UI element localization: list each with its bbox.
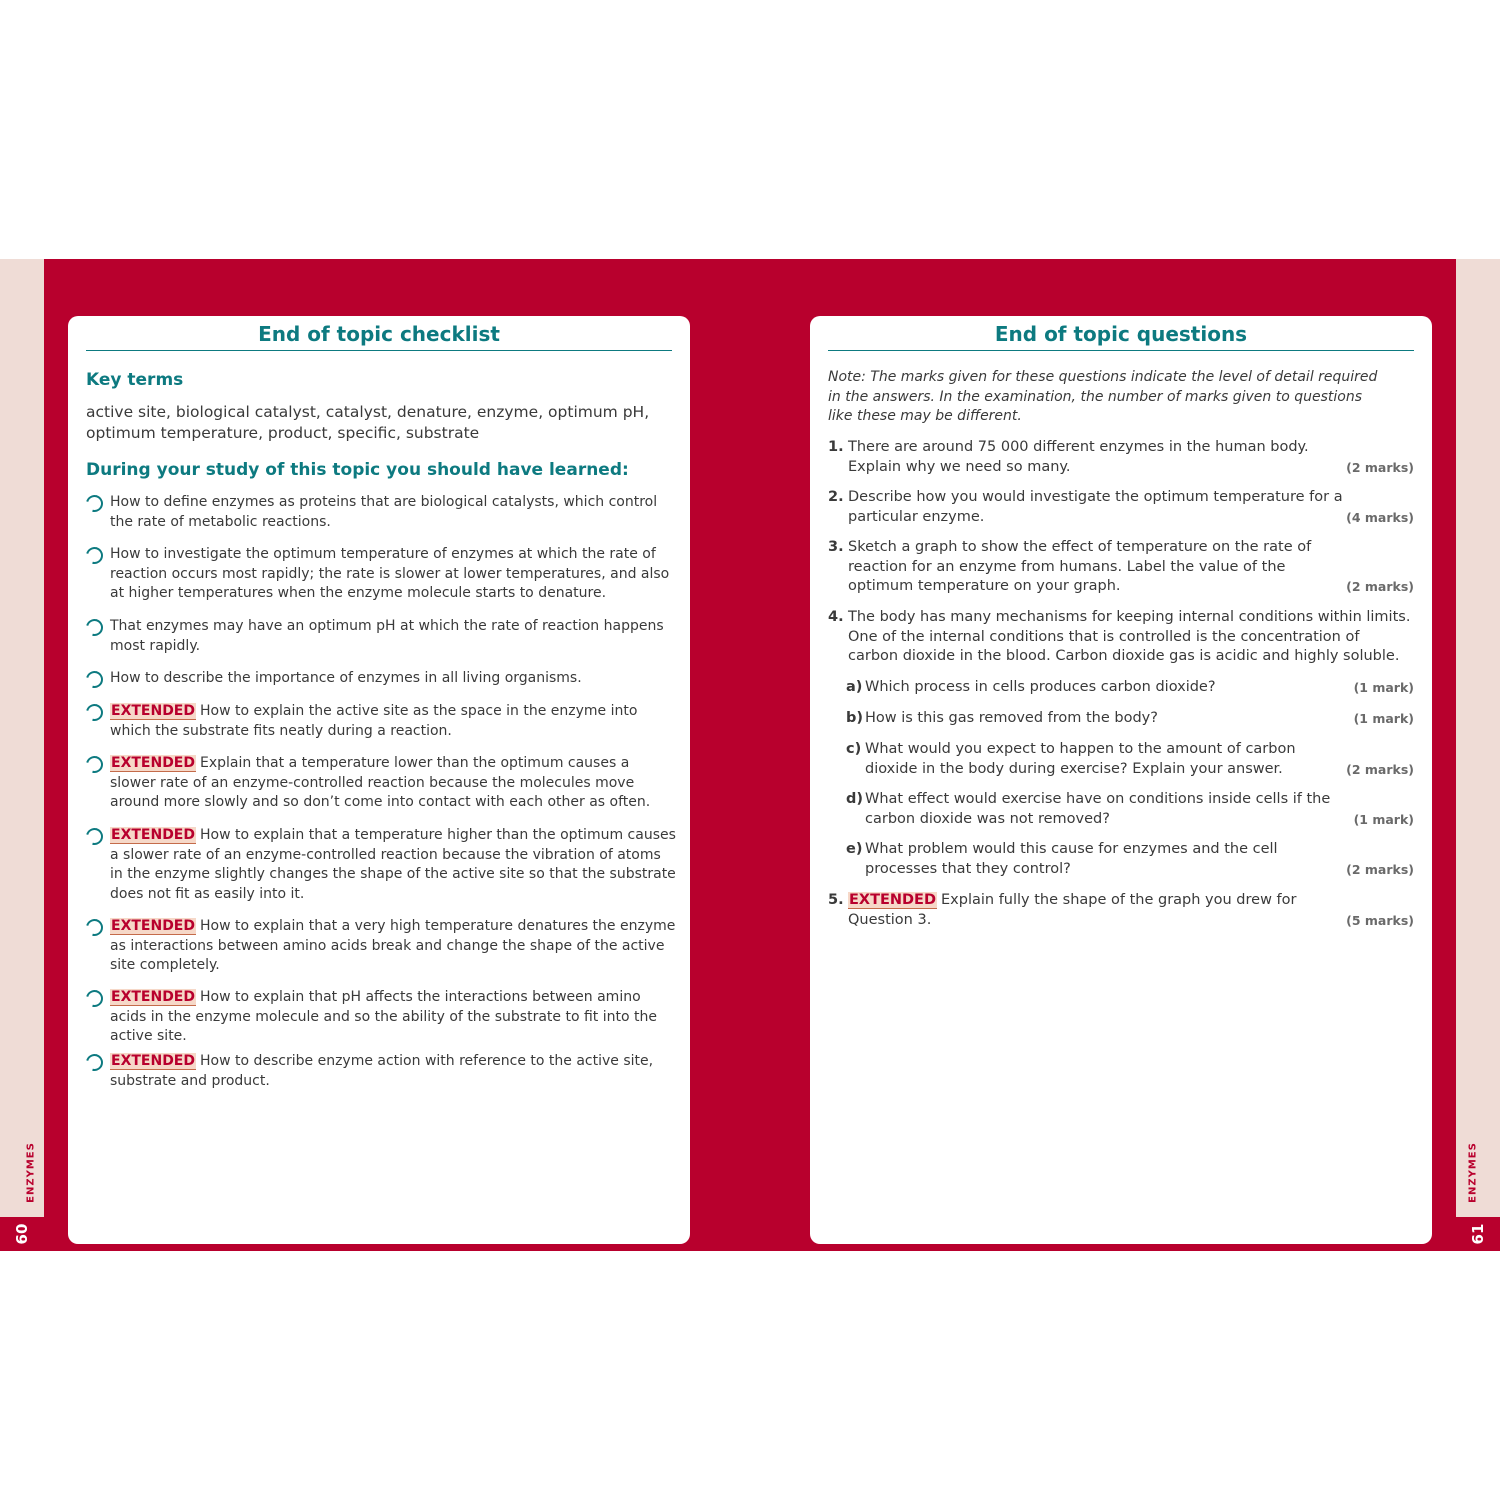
left-page-number: 60: [13, 1223, 31, 1245]
sub-question: c) What would you expect to happen to the amount of carbon dioxide in the body during exercise? Explain your answer. (2 marks): [828, 740, 1414, 779]
checkbox-circle-icon[interactable]: [83, 668, 106, 691]
checklist-title: End of topic checklist: [86, 322, 672, 351]
book-spread: [0, 259, 1500, 1251]
checkbox-circle-icon[interactable]: [83, 492, 106, 515]
checklist-item-extended: EXTENDED How to explain that a very high temperature denatures the enzyme as interactions between amino acids break and change the shape of the active site completely.: [86, 917, 676, 976]
checklist-item: How to describe the importance of enzymes in all living organisms.: [86, 669, 676, 689]
checkbox-circle-icon[interactable]: [83, 701, 106, 724]
checklist-item-extended: EXTENDED How to explain the active site as the space in the enzyme into which the substrate fits neatly during a reaction.: [86, 702, 676, 741]
marks-label: (1 mark): [1353, 811, 1414, 827]
marks-label: (5 marks): [1346, 912, 1414, 928]
question-extended: 5. EXTENDED Explain fully the shape of the graph you drew for Question 3. (5 marks): [828, 891, 1414, 930]
checklist-item-extended: EXTENDED How to describe enzyme action with reference to the active site, substrate and product.: [86, 1052, 676, 1091]
right-page-number: 61: [1469, 1223, 1487, 1245]
questions-title: End of topic questions: [828, 322, 1414, 351]
marks-note: Note: The marks given for these questions indicate the level of detail required in the answers. In the examination, the number of marks given to questions like these may be different.: [828, 369, 1378, 424]
marks-label: (2 marks): [1346, 579, 1414, 594]
question: 4. The body has many mechanisms for keeping internal conditions within limits. One of the internal conditions that is controlled is the concentration of carbon dioxide in the blood. Carbon dioxide gas is acidic and highly soluble.: [828, 609, 1411, 664]
question: 2. Describe how you would investigate the optimum temperature for a particular enzyme. (4 marks): [828, 488, 1414, 527]
marks-label: (2 marks): [1346, 761, 1414, 777]
extended-badge: EXTENDED: [111, 827, 195, 843]
checkbox-circle-icon[interactable]: [83, 916, 106, 939]
checkbox-circle-icon[interactable]: [83, 1051, 106, 1074]
extended-badge: EXTENDED: [111, 755, 195, 771]
right-section-label: ENZYMES: [1467, 1142, 1479, 1203]
left-page-tab: [0, 1217, 44, 1251]
left-page-edge: [0, 259, 44, 1217]
key-terms-text: active site, biological catalyst, catalyst, denature, enzyme, optimum pH, optimum temperature, product, specific, substrate: [86, 403, 650, 442]
key-terms-heading: Key terms: [86, 370, 184, 390]
checklist-item: How to investigate the optimum temperature of enzymes at which the rate of reaction occurs most rapidly; the rate is slower at lower temperatures, and also at higher temperatures when the enzyme molecule starts to denature.: [86, 545, 676, 604]
checkbox-circle-icon[interactable]: [83, 616, 106, 639]
learned-heading: During your study of this topic you should have learned:: [86, 460, 629, 480]
checklist-item: That enzymes may have an optimum pH at which the rate of reaction happens most rapidly.: [86, 617, 676, 656]
question: 3. Sketch a graph to show the effect of temperature on the rate of reaction for an enzyme from humans. Label the value of the optimum temperature on your graph. (2 marks): [828, 538, 1414, 597]
marks-label: (2 marks): [1346, 861, 1414, 877]
sub-question: a) Which process in cells produces carbon dioxide? (1 mark): [828, 678, 1414, 698]
left-section-label: ENZYMES: [25, 1142, 37, 1203]
extended-badge: EXTENDED: [111, 703, 195, 719]
marks-label: (1 mark): [1353, 680, 1414, 695]
checkbox-circle-icon[interactable]: [83, 544, 106, 567]
checkbox-circle-icon[interactable]: [83, 987, 106, 1010]
sub-question: e) What problem would this cause for enzymes and the cell processes that they control? (2 marks): [828, 840, 1414, 879]
extended-badge: EXTENDED: [111, 1053, 195, 1069]
right-page-tab: [1456, 1217, 1500, 1251]
marks-label: (4 marks): [1346, 509, 1414, 525]
checkbox-circle-icon[interactable]: [83, 753, 106, 776]
sub-question: d) What effect would exercise have on conditions inside cells if the carbon dioxide was not removed? (1 mark): [828, 790, 1414, 829]
extended-badge: EXTENDED: [111, 989, 195, 1005]
questions-card: [810, 316, 1432, 1244]
checkbox-circle-icon[interactable]: [83, 825, 106, 848]
checklist-item-extended: EXTENDED How to explain that a temperature higher than the optimum causes a slower rate of an enzyme-controlled reaction because the vibration of atoms in the enzyme slightly changes the shape of the active site so that the substrate does not fit as easily into it.: [86, 826, 676, 904]
checklist-item-extended: EXTENDED How to explain that pH affects the interactions between amino acids in the enzyme molecule and so the ability of the substrate to fit into the active site.: [86, 988, 676, 1047]
checklist-item-extended: EXTENDED Explain that a temperature lower than the optimum causes a slower rate of an enzyme-controlled reaction because the molecules move around more slowly and so don’t come into contact with each other as often.: [86, 754, 676, 813]
question: 1. There are around 75 000 different enzymes in the human body. Explain why we need so many. (2 marks): [828, 438, 1414, 477]
checklist-card: [68, 316, 690, 1244]
checklist-item: How to define enzymes as proteins that are biological catalysts, which control the rate of metabolic reactions.: [86, 493, 676, 532]
marks-label: (1 mark): [1353, 711, 1414, 726]
right-page-edge: [1456, 259, 1500, 1217]
extended-badge: EXTENDED: [849, 892, 936, 908]
extended-badge: EXTENDED: [111, 918, 195, 934]
marks-label: (2 marks): [1346, 459, 1414, 475]
sub-question: b) How is this gas removed from the body? (1 mark): [828, 709, 1414, 729]
